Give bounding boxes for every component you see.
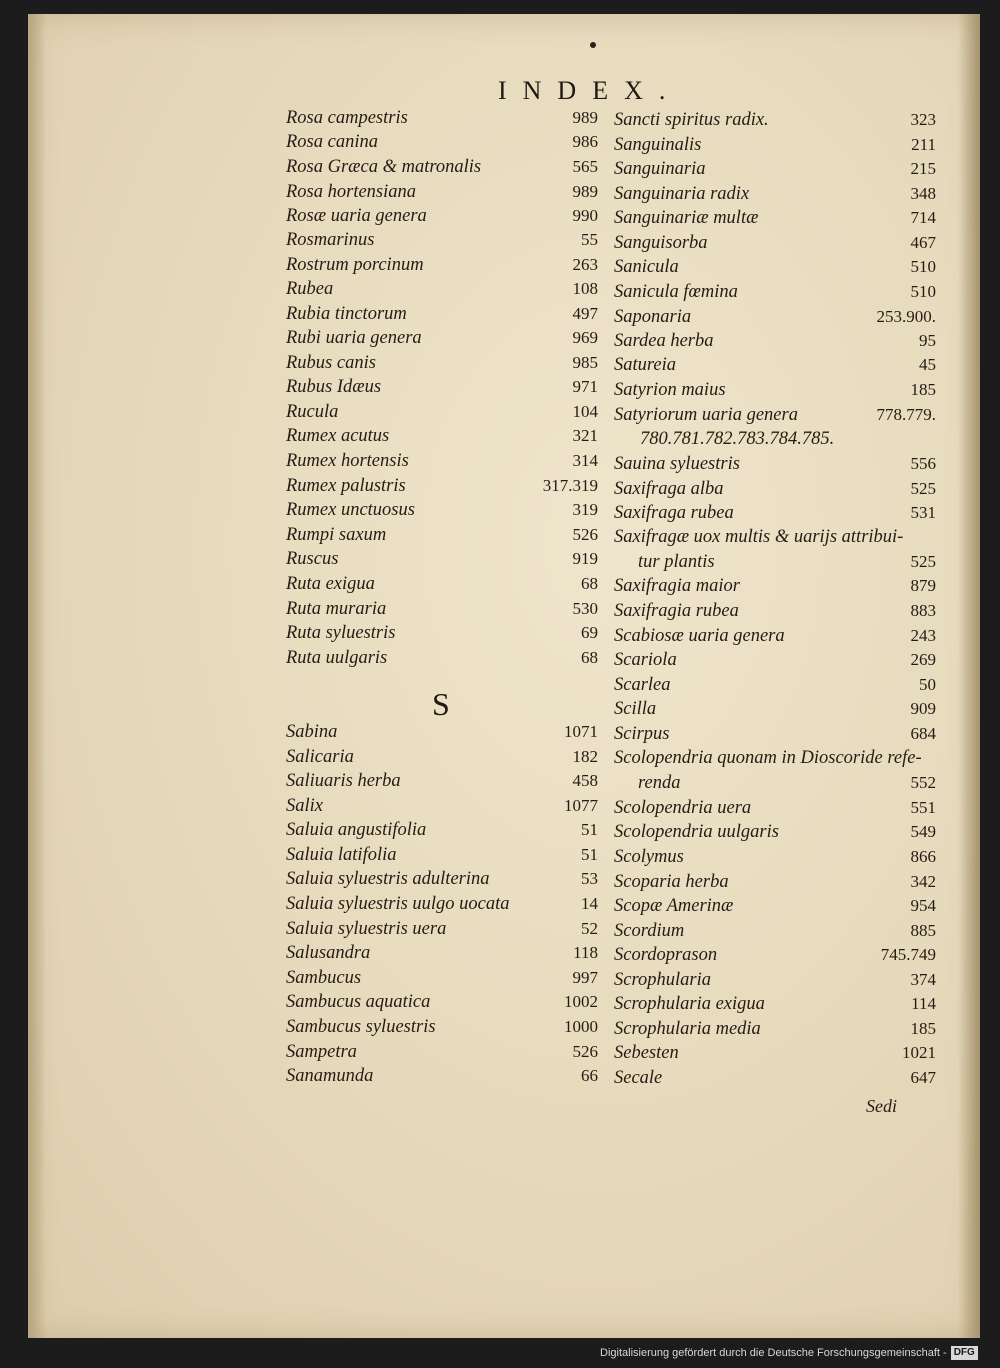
right-entry-page-number: 50 — [919, 675, 936, 694]
left-entry-term: Rumpi saxum — [286, 525, 387, 545]
right-entry-term: Sancti spiritus radix. — [614, 110, 769, 130]
left-entry-page-number: 1077 — [564, 796, 598, 815]
right-entry-term: Sanguinaria — [614, 159, 706, 179]
right-entry-term: Scrophularia — [614, 970, 711, 990]
left-entry-term: Rucula — [286, 402, 339, 422]
right-entry-term: Sebesten — [614, 1043, 679, 1063]
top-ornament-dot — [590, 42, 596, 48]
left-entry-term: Saluia syluestris uulgo uocata — [286, 894, 510, 914]
left-entry-page-number: 565 — [572, 157, 598, 176]
right-entry-page-number: 45 — [919, 355, 936, 374]
left-entry-term: Rosæ uaria genera — [286, 206, 427, 226]
left-entry-term: Salicaria — [286, 747, 354, 767]
right-entry-page-number: 510 — [910, 282, 936, 301]
digitization-footer — [600, 1344, 990, 1362]
right-entry-page-number: 778.779. — [876, 405, 936, 424]
left-entry-page-number: 1071 — [564, 722, 598, 741]
right-entry-page-number: 909 — [910, 699, 936, 718]
left-entry-page-number: 989 — [572, 108, 598, 127]
left-entry-page-number: 969 — [572, 328, 598, 347]
right-entry-term: Sanguinalis — [614, 135, 702, 155]
right-entry-term: Sardea herba — [614, 331, 714, 351]
right-entry-term: Sanguisorba — [614, 233, 708, 253]
right-entry-page-number — [846, 746, 936, 770]
left-entry-page-number: 51 — [581, 845, 598, 864]
right-entry-page-number: 885 — [910, 921, 936, 940]
right-entry-term: Sanicula fœmina — [614, 282, 738, 302]
left-entry-page-number: 458 — [572, 771, 598, 790]
left-entry-page-number: 14 — [581, 894, 598, 913]
left-entry-page-number: 321 — [572, 426, 598, 445]
left-entry-page-number: 69 — [581, 623, 598, 642]
right-entry-term: Saxifragia rubea — [614, 601, 739, 621]
left-entry-page-number: 118 — [573, 943, 598, 962]
right-entry-page-number: 95 — [919, 331, 936, 350]
dfg-logo: DFG — [951, 1346, 978, 1360]
catchword: Sedi — [866, 1096, 897, 1116]
left-entry-term: Saluia syluestris adulterina — [286, 869, 490, 889]
left-entry-page-number: 530 — [572, 599, 598, 618]
right-entry-page-number: 883 — [910, 601, 936, 620]
right-entry-page-number: 323 — [910, 110, 936, 129]
left-entry-term: Saluia latifolia — [286, 845, 397, 865]
left-entry-term: Rosa canina — [286, 132, 378, 152]
right-entry-term: Scolopendria uera — [614, 798, 752, 818]
left-entry-page-number: 66 — [581, 1066, 598, 1085]
right-entry-term: 780.781.782.783.784.785. — [640, 429, 835, 449]
left-entry-term: Salix — [286, 796, 323, 816]
left-entry-page-number: 319 — [572, 500, 598, 519]
left-entry-term: Saliuaris herba — [286, 771, 401, 791]
right-entry-page-number: 879 — [910, 576, 936, 595]
right-entry-page-number: 552 — [910, 773, 936, 792]
left-entry-term: Rumex palustris — [286, 476, 406, 496]
right-entry-page-number: 866 — [910, 847, 936, 866]
right-entry-page-number — [846, 525, 936, 549]
right-entry-term: Saxifraga alba — [614, 479, 724, 499]
left-entry-term: Sampetra — [286, 1042, 357, 1062]
right-entry-page-number: 525 — [910, 552, 936, 571]
right-entry-page-number: 114 — [911, 994, 936, 1013]
left-entry-term: Ruscus — [286, 549, 339, 569]
right-entry-page-number — [846, 427, 936, 451]
right-entry-term: Scirpus — [614, 724, 670, 744]
right-entry-page-number: 185 — [910, 1019, 936, 1038]
left-entry-term: Rosa hortensiana — [286, 182, 417, 202]
right-entry-term: Sauina syluestris — [614, 454, 740, 474]
right-entry-page-number: 531 — [910, 503, 936, 522]
right-entry-term: Sanicula — [614, 257, 679, 277]
left-entry-page-number: 104 — [572, 402, 598, 421]
right-entry-term: Scabiosæ uaria genera — [614, 626, 785, 646]
right-entry-term: Scrophularia media — [614, 1019, 761, 1039]
left-entry-term: Ruta syluestris — [286, 623, 396, 643]
left-entry-term: Ruta muraria — [286, 599, 387, 619]
right-entry-page-number: 374 — [910, 970, 936, 989]
left-entry-page-number: 317.319 — [542, 476, 598, 495]
right-entry-term: Scolopendria quonam in Dioscoride refe- — [614, 748, 922, 768]
left-entry-page-number: 51 — [581, 820, 598, 839]
left-entry-term: Salusandra — [286, 943, 371, 963]
left-entry-page-number: 986 — [572, 132, 598, 151]
right-entry-term: tur plantis — [638, 552, 715, 572]
left-entry-page-number: 55 — [581, 230, 598, 249]
left-entry-page-number: 985 — [572, 353, 598, 372]
left-entry-term: Rubea — [286, 279, 334, 299]
right-entry-term: Scoparia herba — [614, 872, 729, 892]
right-entry-page-number: 215 — [910, 159, 936, 178]
right-entry-page-number: 211 — [911, 135, 936, 154]
right-entry-page-number: 556 — [910, 454, 936, 473]
left-entry-page-number: 108 — [572, 279, 598, 298]
left-entry-term: Rubi uaria genera — [286, 328, 422, 348]
left-entry-term: Rumex acutus — [286, 426, 390, 446]
book-page — [28, 14, 980, 1338]
right-entry-page-number: 342 — [910, 872, 936, 891]
left-entry-term: Rosa campestris — [286, 108, 408, 128]
right-entry-term: Satyriorum uaria genera — [614, 405, 798, 425]
left-entry-page-number: 52 — [581, 919, 598, 938]
right-entry-term: Sanguinaria radix — [614, 184, 750, 204]
right-entry-term: Satureia — [614, 355, 677, 375]
left-entry-page-number: 971 — [572, 377, 598, 396]
left-entry-page-number: 997 — [572, 968, 598, 987]
right-entry-page-number: 549 — [910, 822, 936, 841]
right-entry-term: Saxifraga rubea — [614, 503, 734, 523]
left-entry-page-number: 68 — [581, 648, 598, 667]
right-entry-page-number: 551 — [910, 798, 936, 817]
left-entry-term: Rumex hortensis — [286, 451, 409, 471]
right-entry-term: Saxifragia maior — [614, 576, 740, 596]
left-entry-term: Rumex unctuosus — [286, 500, 415, 520]
left-entry-term: Sabina — [286, 722, 338, 742]
left-entry-term: Rosmarinus — [286, 230, 375, 250]
right-entry-page-number: 714 — [910, 208, 936, 227]
left-entry-term: Sanamunda — [286, 1066, 374, 1086]
left-entry-term: Rostrum porcinum — [286, 255, 424, 275]
right-entry-page-number: 525 — [910, 479, 936, 498]
right-entry-term: Satyrion maius — [614, 380, 726, 400]
right-entry-page-number: 269 — [910, 650, 936, 669]
right-entry-term: Scrophularia exigua — [614, 994, 765, 1014]
right-entry-page-number: 348 — [910, 184, 936, 203]
right-entry-term: Sanguinariæ multæ — [614, 208, 759, 228]
left-entry-term: Rosa Græca & matronalis — [286, 157, 482, 177]
left-entry-term: Sambucus aquatica — [286, 992, 431, 1012]
right-entry-page-number: 647 — [910, 1068, 936, 1087]
left-entry-page-number: 182 — [572, 747, 598, 766]
left-entry-page-number: 526 — [572, 1042, 598, 1061]
left-entry-page-number: 526 — [572, 525, 598, 544]
left-entry-page-number: 1000 — [564, 1017, 598, 1036]
left-entry-term: Ruta uulgaris — [286, 648, 388, 668]
section-letter: S — [432, 686, 450, 722]
right-entry-page-number: 510 — [910, 257, 936, 276]
right-entry-page-number: 185 — [910, 380, 936, 399]
right-entry-page-number: 243 — [910, 626, 936, 645]
right-entry-page-number: 1021 — [902, 1043, 936, 1062]
right-entry-term: Scariola — [614, 650, 677, 670]
right-entry-term: Scarlea — [614, 675, 671, 695]
left-entry-page-number: 919 — [572, 549, 598, 568]
right-entry-term: renda — [638, 773, 681, 793]
left-entry-term: Ruta exigua — [286, 574, 375, 594]
left-entry-page-number: 53 — [581, 869, 598, 888]
right-entry-term: Secale — [614, 1068, 663, 1088]
left-entry-term: Rubus Idæus — [286, 377, 382, 397]
left-entry-term: Rubus canis — [286, 353, 376, 373]
right-entry-term: Scilla — [614, 699, 657, 719]
left-entry-page-number: 1002 — [564, 992, 598, 1011]
right-entry-page-number: 467 — [910, 233, 936, 252]
right-entry-page-number: 684 — [910, 724, 936, 743]
right-entry-term: Scordoprason — [614, 945, 718, 965]
left-entry-page-number: 989 — [572, 182, 598, 201]
footer-text: Digitalisierung gefördert durch die Deutsche Forschungsgemeinschaft - — [600, 1347, 947, 1359]
left-entry-term: Rubia tinctorum — [286, 304, 407, 324]
right-entry-page-number: 954 — [910, 896, 936, 915]
right-entry-page-number: 253.900. — [876, 307, 936, 326]
right-entry-term: Saxifragæ uox multis & uarijs attribui- — [614, 527, 904, 547]
page-header: INDEX. — [498, 76, 682, 105]
page-edge-right — [958, 14, 980, 1338]
right-entry-term: Scolymus — [614, 847, 684, 867]
right-entry-term: Scordium — [614, 921, 685, 941]
page-edge-left — [28, 14, 46, 1338]
left-entry-term: Sambucus syluestris — [286, 1017, 436, 1037]
left-entry-term: Sambucus — [286, 968, 362, 988]
left-entry-page-number: 68 — [581, 574, 598, 593]
right-entry-term: Scopæ Amerinæ — [614, 896, 734, 916]
left-entry-term: Saluia angustifolia — [286, 820, 427, 840]
left-entry-term: Saluia syluestris uera — [286, 919, 447, 939]
left-entry-page-number: 263 — [572, 255, 598, 274]
left-entry-page-number: 990 — [572, 206, 598, 225]
right-entry-term: Saponaria — [614, 307, 692, 327]
right-entry-page-number: 745.749 — [880, 945, 936, 964]
left-entry-page-number: 314 — [572, 451, 598, 470]
left-entry-page-number: 497 — [572, 304, 598, 323]
right-entry-term: Scolopendria uulgaris — [614, 822, 779, 842]
